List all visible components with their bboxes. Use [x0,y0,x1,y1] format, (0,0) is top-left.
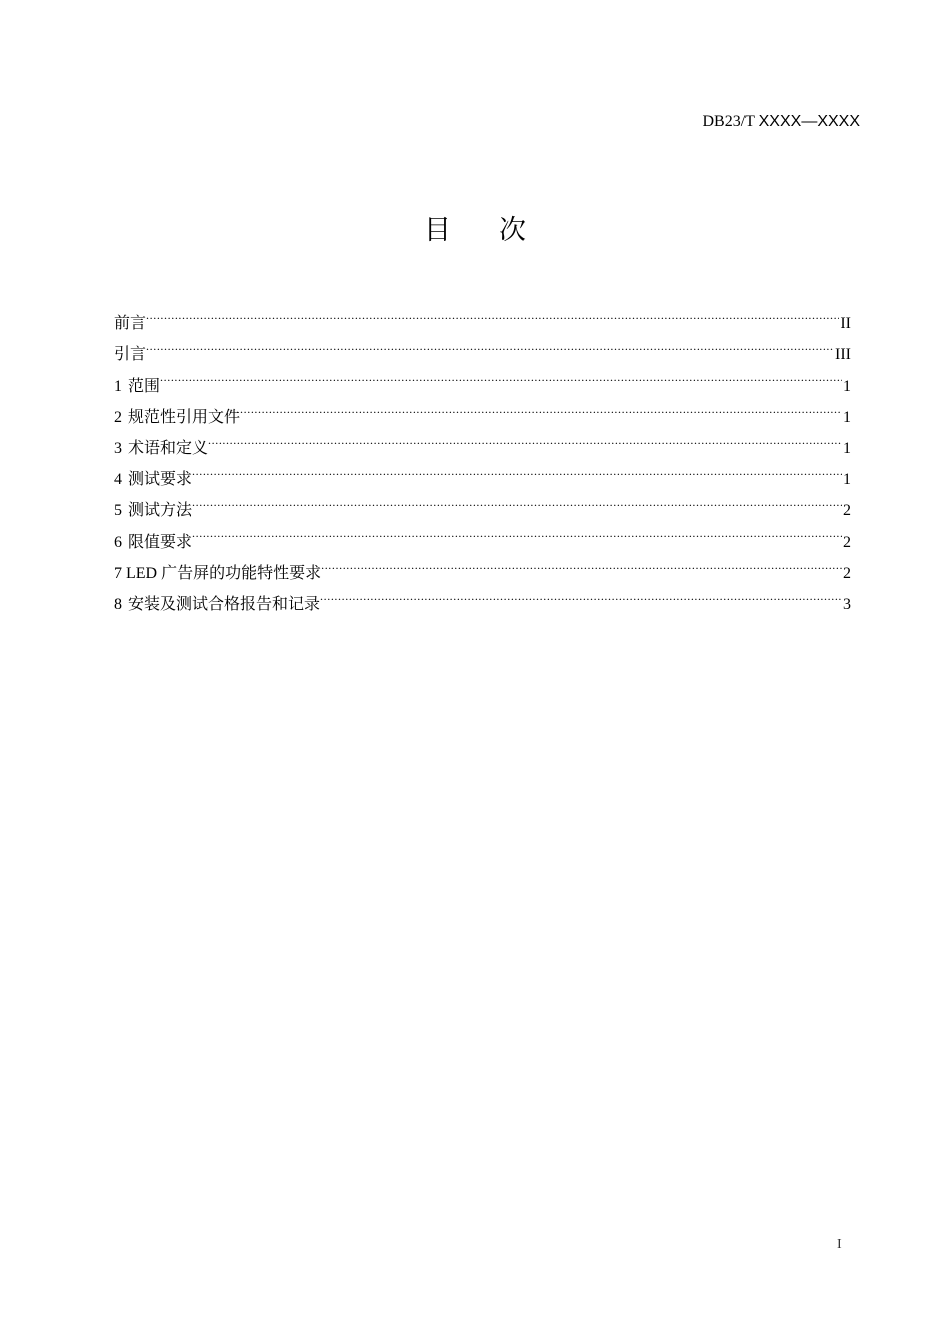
toc-entry-title: 安装及测试合格报告和记录 [128,595,321,613]
toc-entry-title: 测试方法 [128,502,193,520]
toc-entry-label [114,495,192,526]
toc-entry-page: 1 [843,471,851,489]
toc-entry-test-requirements[interactable] [114,453,851,489]
toc-entry-title: 范围 [128,377,161,395]
toc-entry-number: 7 [114,564,122,582]
toc-entry-scope[interactable] [114,359,851,395]
toc-title: 目次 [424,215,574,246]
toc-entry-number: 5 [114,502,122,520]
toc-entry-page: III [835,346,851,364]
toc-entry-title: 前言 [114,315,147,333]
toc-entry-limit-requirements[interactable] [114,515,851,551]
toc-entry-page: 2 [843,502,851,520]
toc-dot-leader [192,515,842,546]
toc-entry-number: 4 [114,471,122,489]
toc-entry-foreword[interactable] [114,297,851,333]
toc-entry-number: 8 [114,595,122,613]
toc-entry-label [114,339,146,370]
document-code [702,113,860,131]
toc-entry-test-methods[interactable] [114,484,851,520]
toc-entry-number: 2 [114,408,122,426]
toc-entry-title: 引言 [114,346,147,364]
toc-entry-page: 1 [843,408,851,426]
toc-entry-label [114,527,192,558]
toc-entry-label [114,558,321,589]
toc-entry-label [114,464,192,495]
document-code-prefix: DB23/T [702,113,759,130]
toc-dot-leader [240,391,842,422]
toc-dot-leader [208,422,842,453]
toc-entry-number: 1 [114,377,122,395]
toc-entry-introduction[interactable] [114,328,851,364]
toc-entry-page: 3 [843,595,851,613]
toc-entry-page: 2 [843,533,851,551]
toc-entry-page: 1 [843,377,851,395]
toc-dot-leader [146,328,834,359]
toc-entry-number: 3 [114,439,122,457]
toc-entry-label [114,371,160,402]
page-number: I [837,1237,842,1252]
toc-list [114,297,851,613]
toc-entry-number: 6 [114,533,122,551]
toc-dot-leader [320,578,842,609]
toc-entry-title: 术语和定义 [128,439,209,457]
toc-dot-leader [192,484,842,515]
toc-dot-leader [160,359,842,390]
toc-entry-terms-definitions[interactable] [114,422,851,457]
toc-dot-leader [146,297,839,328]
toc-entry-title: 规范性引用文件 [128,408,241,426]
toc-entry-title: 限值要求 [128,533,193,551]
toc-dot-leader [321,547,842,578]
toc-entry-label [114,589,320,620]
toc-dot-leader [192,453,842,484]
toc-entry-title: 测试要求 [128,471,193,489]
toc-entry-title: LED 广告屏的功能特性要求 [126,564,322,582]
toc-entry-page: 2 [843,564,851,582]
toc-entry-led-function-requirements[interactable] [114,547,851,582]
toc-entry-normative-references[interactable] [114,391,851,426]
document-code-suffix: XXXX—XXXX [758,113,860,130]
toc-entry-page: II [840,315,851,333]
toc-entry-label [114,308,146,339]
toc-entry-page: 1 [843,439,851,457]
